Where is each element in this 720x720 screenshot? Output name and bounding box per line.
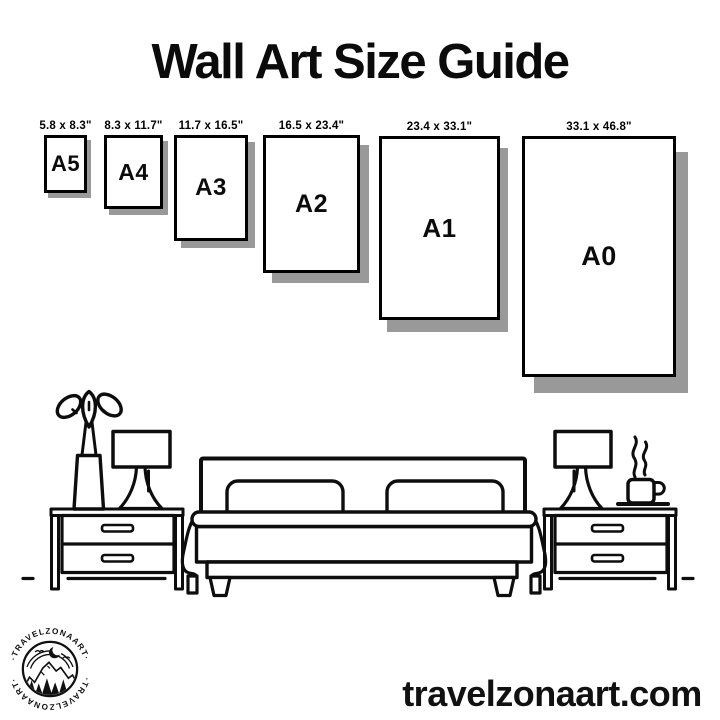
size-dims-a0: 33.1 x 46.8"	[566, 121, 632, 133]
size-dims-a2: 16.5 x 23.4"	[278, 120, 345, 132]
size-dims-a3: 11.7 x 16.5"	[178, 120, 244, 132]
size-code-a0: A0	[581, 241, 617, 271]
size-frame-a1	[379, 121, 500, 320]
page-title: Wall Art Size Guide	[151, 35, 569, 89]
left-lamp-icon	[113, 432, 170, 509]
size-code-a2: A2	[295, 189, 328, 218]
size-frame-a3	[174, 120, 248, 241]
size-frame-a4	[104, 120, 163, 209]
size-dims-a1: 23.4 x 33.1"	[406, 121, 473, 133]
size-code-a5: A5	[50, 151, 81, 176]
size-code-a4: A4	[118, 158, 149, 185]
size-code-a3: A3	[195, 174, 227, 201]
brand-logo-badge	[7, 626, 93, 712]
bedroom-illustration	[0, 380, 720, 615]
logo-text-bottom: ·TRAVELZONAART·	[8, 676, 92, 712]
size-dims-a4: 8.3 x 11.7"	[104, 120, 163, 132]
size-frame-a0	[522, 121, 676, 377]
size-frame-a2	[263, 120, 360, 273]
coffee-cup-icon	[618, 437, 668, 504]
bed-icon	[182, 459, 545, 596]
bed-leg-right	[494, 578, 514, 596]
bed-leg-left	[210, 578, 230, 596]
bird-icon	[63, 657, 70, 658]
size-code-a1: A1	[422, 212, 457, 243]
website-text: travelzonaart.com	[402, 673, 702, 714]
right-lamp-icon	[555, 432, 611, 509]
logo-text-top: ·TRAVELZONAART·	[8, 626, 92, 662]
size-frame-a5	[39, 120, 92, 193]
size-dims-a5: 5.8 x 8.3"	[39, 120, 92, 132]
